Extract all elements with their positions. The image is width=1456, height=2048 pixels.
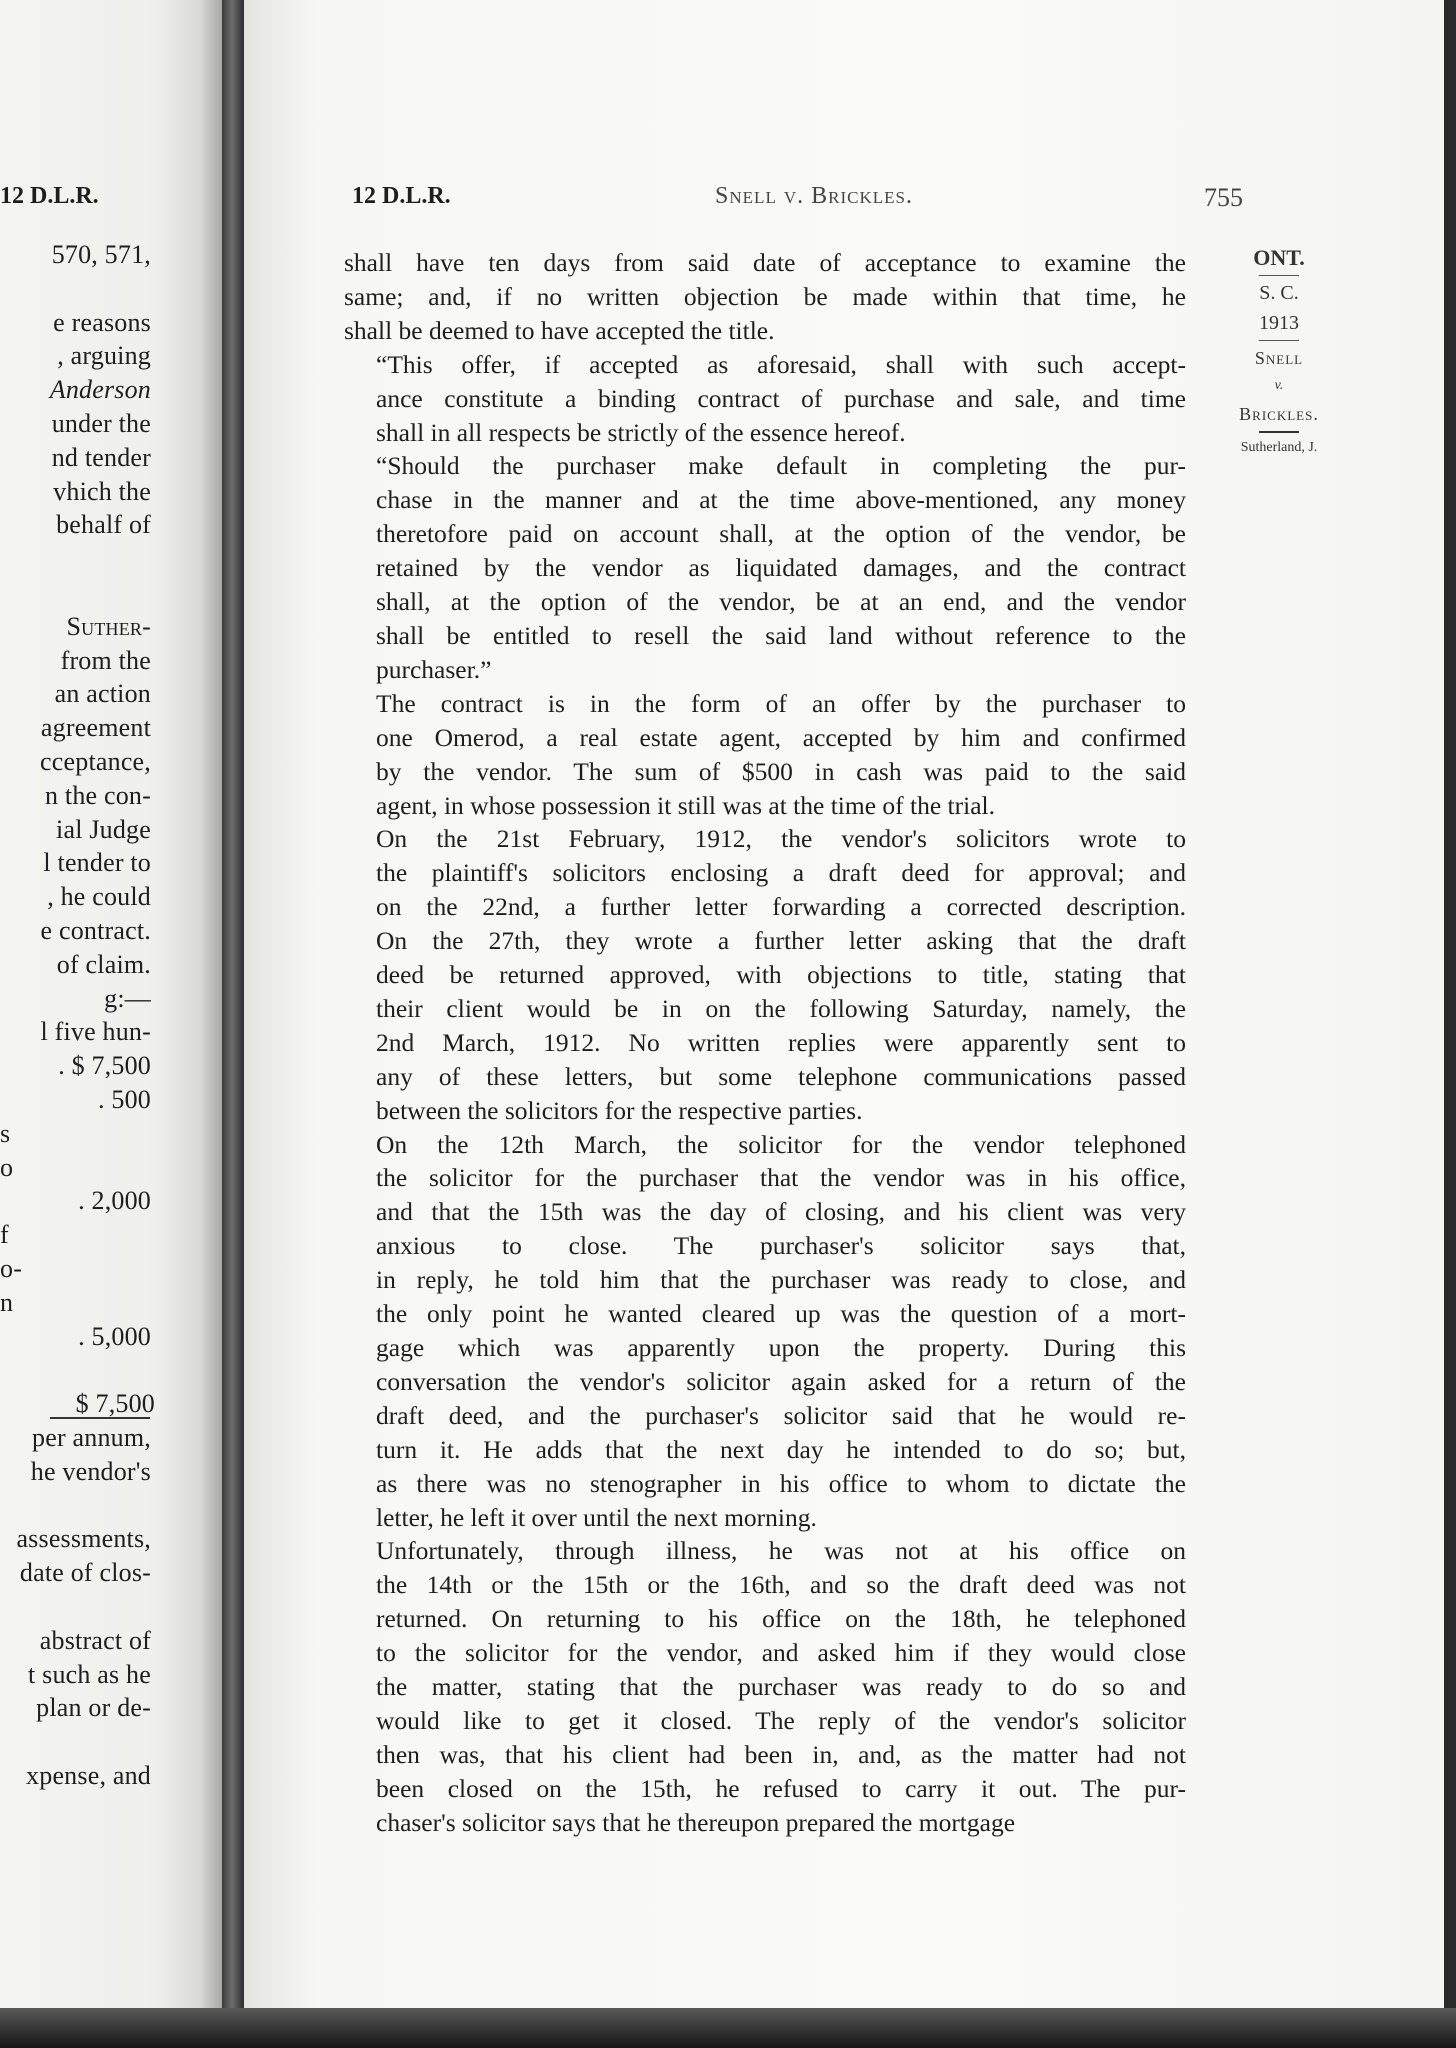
left-page-line: agreement [40,713,151,743]
text-line: turn it. He adds that the next day he intended to do so; but, [376,1434,1186,1464]
text-line: the plaintiff's solicitors enclosing a draft deed for approval; and [376,858,1186,888]
text-line: The contract is in the form of an offer by the purchaser to [376,688,1186,718]
page-number: 755 [1204,183,1243,212]
paragraph [344,687,1186,823]
margin-rule [1259,275,1299,276]
text-line: then was, that his client had been in, and, as the matter had not [376,1739,1186,1769]
margin-year: 1913 [1259,312,1299,334]
text-line: On the 21st February, 1912, the vendor's solicitors wrote to [376,824,1186,854]
left-page-line: plan or de- [36,1693,151,1723]
text-line: deed be returned approved, with objections to title, stating that [376,960,1186,990]
text-line: chaser's solicitor says that he thereupon prepared the mortgage [376,1807,1016,1837]
left-page-line: t such as he [28,1659,151,1689]
left-page-line: abstract of [39,1625,151,1655]
left-page-line: assessments, [16,1524,151,1554]
text-line: shall be deemed to have accepted the title. [344,315,775,345]
left-page-line: . 500 [98,1085,151,1114]
text-line: and that the 15th was the day of closing, and his client was very [376,1197,1186,1227]
text-line: agent, in whose possession it still was at the time of the trial. [376,790,995,820]
left-page-line: . 2,000 [78,1186,151,1216]
margin-party-1: Snell [1254,348,1304,368]
paragraph [344,1534,1186,1839]
margin-province: ONT. [1253,245,1305,270]
paragraph [344,822,1186,1127]
margin-court: S. C. [1259,282,1299,304]
text-line: Unfortunately, through illness, he was not at his office on [376,1536,1186,1566]
margin-notes [1214,243,1344,461]
text-line: letter, he left it over until the next morning. [376,1502,817,1532]
text-line: “Should the purchaser make default in completing the pur- [376,451,1186,481]
left-page-header: 12 D.L.R. [0,183,99,209]
text-line: shall have ten days from said date of acceptance to examine the [344,248,1186,277]
text-line: on the 22nd, a further letter forwarding a corrected description. [376,892,1186,922]
text-line: purchaser.” [376,654,492,684]
left-page-line: l tender to [43,848,151,878]
text-line: in reply, he told him that the purchaser was ready to close, and [376,1265,1186,1295]
page-edge-shadow [1444,0,1456,2048]
left-page-line: n the con- [45,780,151,810]
text-line: shall, at the option of the vendor, be at an end, and the vendor [376,587,1186,617]
left-page-line: $ 7,500 [75,1389,155,1419]
text-line: chase in the manner and at the time above-mentioned, any money [376,485,1186,515]
case-title: Snell v. Brickles. [715,183,913,209]
left-page-line: g:— [104,983,151,1013]
left-page-line: from the [60,645,151,675]
margin-judge: Sutherland, J. [1240,440,1318,455]
paragraph [344,348,1186,450]
text-line: as there was no stenographer in his office to whom to dictate the [376,1468,1186,1498]
left-page-line: of claim. [56,949,151,979]
left-page-line: he vendor's [30,1456,151,1486]
text-line: would like to get it closed. The reply of the vendor's solicitor [376,1705,1186,1735]
left-page-line: , arguing [57,341,151,371]
text-line: the matter, stating that the purchaser was ready to do so and [376,1672,1186,1702]
left-page-line: under the [51,409,151,438]
text-line: shall be entitled to resell the said land without reference to the [376,620,1186,650]
left-page-line: nd tender [51,442,151,472]
text-line: their client would be in on the following Saturday, namely, the [376,993,1186,1023]
text-line: anxious to close. The purchaser's solicitor says that, [376,1231,1186,1261]
text-line: to the solicitor for the vendor, and asked him if they would close [376,1638,1186,1668]
text-line: one Omerod, a real estate agent, accepted by him and confirmed [376,722,1186,752]
text-line: retained by the vendor as liquidated damages, and the contract [376,553,1186,583]
left-page-line: s [0,1118,11,1148]
text-line: shall in all respects be strictly of the essence hereof. [376,417,906,447]
left-page-line: o [0,1152,14,1182]
left-page-line: xpense, and [26,1761,151,1790]
text-line: conversation the vendor's solicitor again asked for a return of the [376,1366,1186,1396]
right-page [244,0,1444,2048]
scan-bottom-edge [0,2008,1456,2048]
text-line: by the vendor. The sum of $500 in cash was paid to the said [376,756,1186,786]
text-line: theretofore paid on account shall, at the option of the vendor, be [376,519,1186,549]
text-line: between the solicitors for the respective parties. [376,1095,863,1125]
left-page-line: ial Judge [56,814,151,844]
left-page-line: behalf of [56,510,151,540]
text-line: On the 12th March, the solicitor for the vendor telephoned [376,1129,1186,1159]
text-line: been closed on the 15th, he refused to carry it out. The pur- [376,1773,1186,1803]
paragraph [344,1128,1186,1535]
left-page-line: cceptance, [40,747,151,776]
text-line: the 14th or the 15th or the 16th, and so the draft deed was not [376,1570,1186,1600]
margin-party-2: Brickles. [1239,404,1319,424]
text-line: On the 27th, they wrote a further letter asking that the draft [376,926,1186,956]
left-page-line: Anderson [49,375,151,405]
margin-versus: v. [1274,378,1284,393]
left-page-line: f [0,1220,9,1250]
left-page-total-rule [50,1417,150,1419]
left-page-line: l five hun- [40,1017,151,1047]
text-line: same; and, if no written objection be made within that time, he [344,281,1186,311]
left-page-line: vhich the [53,476,151,506]
left-page-line: n [0,1287,14,1317]
text-line: the only point he wanted cleared up was the question of a mort- [376,1299,1186,1329]
margin-rule [1259,340,1299,341]
text-line: 2nd March, 1912. No written replies were apparently sent to [376,1027,1186,1057]
paragraph [344,449,1186,686]
left-page-line: per annum, [32,1423,151,1452]
left-page-line: , he could [47,882,151,912]
left-page-line: e reasons [53,307,151,337]
left-page-line: . 5,000 [78,1321,151,1351]
text-line: “This offer, if accepted as aforesaid, shall with such accept- [376,349,1186,379]
left-page-line: 570, 571, [51,240,151,269]
main-text-body [344,246,1186,1840]
left-page-line: o- [0,1254,23,1283]
volume-reference: 12 D.L.R. [352,183,451,209]
running-head [244,183,1444,223]
text-line: the solicitor for the purchaser that the vendor was in his office, [376,1163,1186,1193]
text-line: returned. On returning to his office on the 18th, he telephoned [376,1604,1186,1634]
text-line: any of these letters, but some telephone communications passed [376,1061,1186,1091]
left-page-line: date of clos- [19,1558,151,1588]
left-page-fragment [0,0,222,2048]
book-gutter [222,0,244,2048]
text-line: gage which was apparently upon the property. During this [376,1333,1186,1362]
left-page-line: an action [54,679,151,709]
text-line: draft deed, and the purchaser's solicitor said that he would re- [376,1400,1186,1430]
margin-rule [1259,431,1299,433]
paragraph [344,246,1186,348]
left-page-line: . $ 7,500 [58,1051,151,1081]
text-line: ance constitute a binding contract of purchase and sale, and time [376,383,1186,413]
left-page-line: Suther- [66,611,151,641]
left-page-line: e contract. [40,916,151,945]
